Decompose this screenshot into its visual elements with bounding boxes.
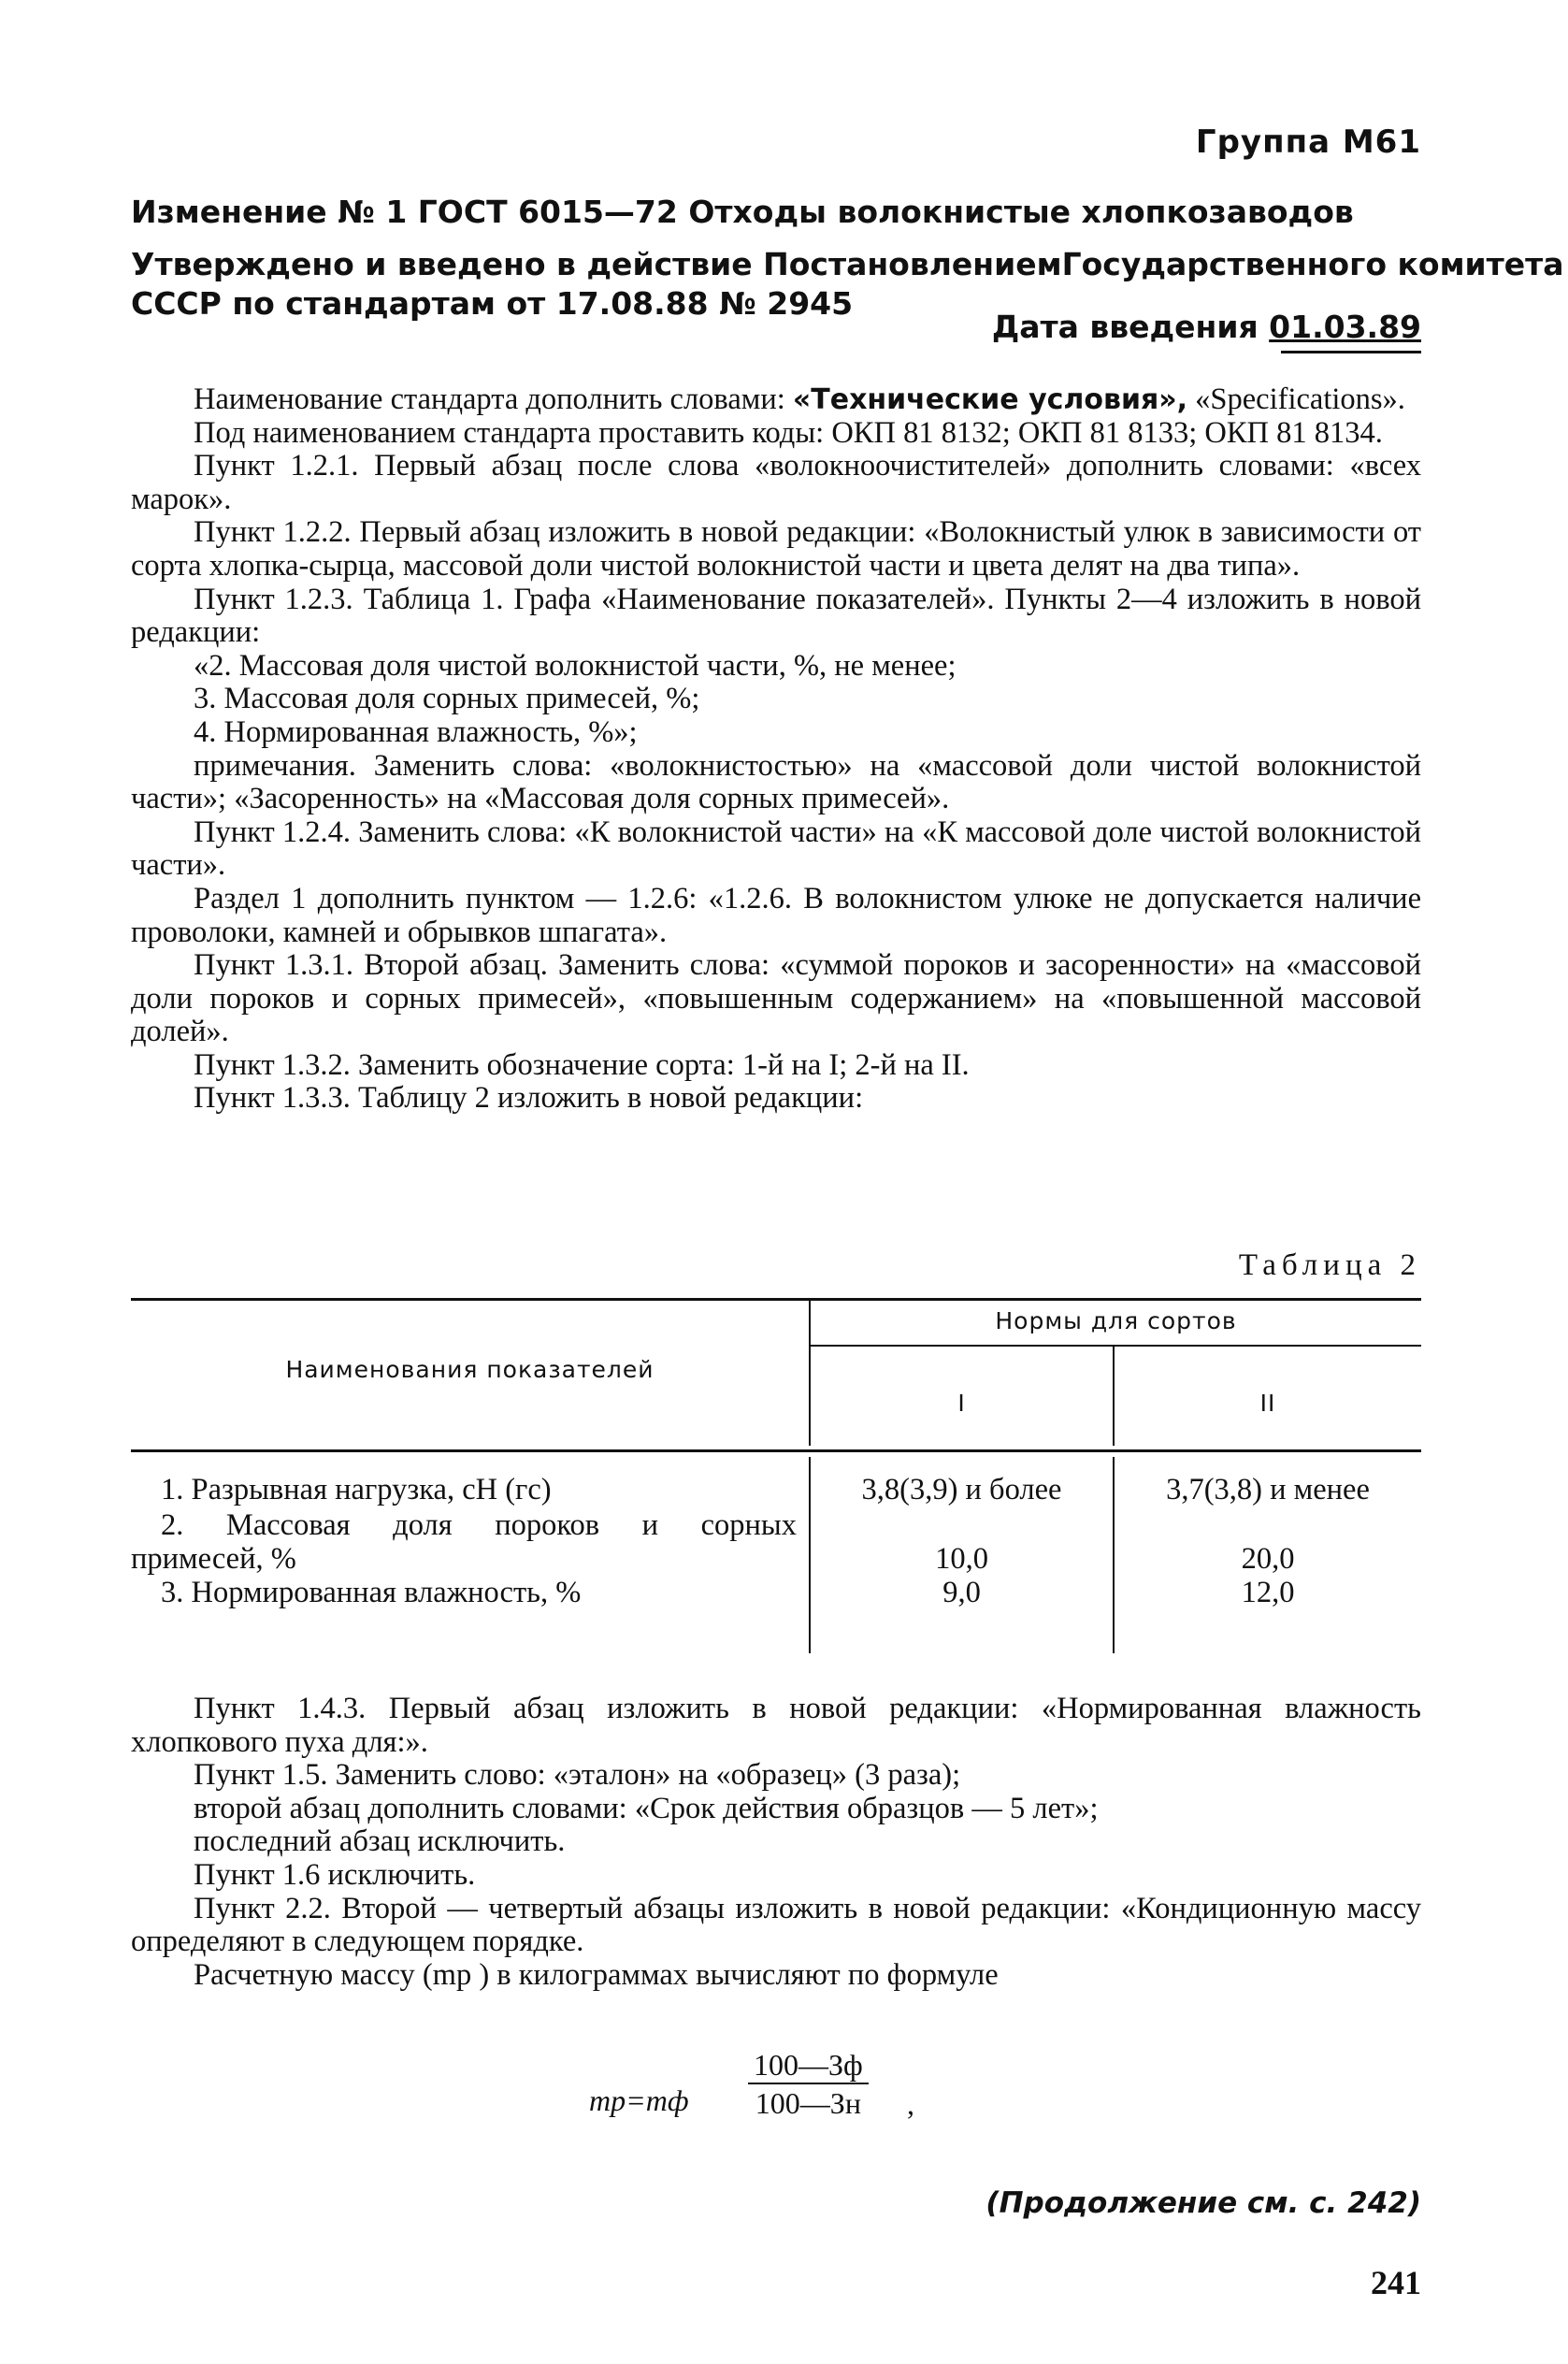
table-cell: 3,8(3,9) и более [861,1473,1062,1506]
table-header-grade-2: II [1259,1390,1276,1417]
norms-table [131,1298,1421,1672]
table-row-name: 1. Разрывная нагрузка, сН (гс) [161,1473,552,1506]
header-rule [1281,351,1421,353]
paragraph: Пункт 1.3.3. Таблицу 2 изложить в новой редакции: [194,1081,864,1116]
formula-comma: , [907,2087,914,2121]
table-header-rule [131,1449,1421,1452]
table-header-name: Наименования показателей [285,1356,655,1383]
table-top-rule [131,1298,1421,1301]
table-cell: 3,7(3,8) и менее [1166,1473,1370,1506]
paragraph: Пункт 1.2.1. Первый абзац после слова «волокноочистителей» дополнить словами: «всех марок». [131,449,1421,516]
table-header-grade-1: I [957,1390,966,1417]
table-row-name: 3. Нормированная влажность, % [161,1576,582,1609]
paragraph: Пункт 1.2.3. Таблица 1. Графа «Наименование показателей». Пункты 2—4 изложить в новой редакции: [131,582,1421,650]
mass-formula [589,2048,982,2151]
paragraph: Расчетную массу (mр ) в килограммах вычисляют по формуле [194,1957,999,1992]
table-subheader-rule [811,1345,1421,1347]
table-header-group: Нормы для сортов [995,1307,1237,1334]
paragraph: «2. Массовая доля чистой волокнистой части, %, не менее; [194,648,957,683]
approval-line-right: Государственного комитета [1061,246,1564,282]
formula-numerator: 100—Зф [748,2048,869,2084]
approval-line-2: СССР по стандартам от 17.08.88 № 2945 [131,285,854,322]
table-cell: 9,0 [942,1576,981,1609]
table-row-name-cont: примесей, % [131,1542,296,1576]
table-cell: 20,0 [1241,1542,1295,1576]
paragraph: 3. Массовая доля сорных примесей, %; [194,682,700,716]
table-row-name: 2. Массовая доля пороков и сорных [161,1508,797,1542]
continuation-note: (Продолжение см. с. 242) [985,2186,1421,2220]
approval-line-left: Утверждено и введено в действие Постановлением [131,246,1062,282]
paragraph: примечания. Заменить слова: «волокнистостью» на «массовой доли чистой волокнистой части»; «Засоренность» на «Массовая доля сорных примесей». [131,748,1421,816]
paragraph: Пункт 1.2.4. Заменить слова: «К волокнистой части» на «К массовой доле чистой волокнистой части». [131,814,1421,883]
formula-fraction [748,2048,869,2121]
paragraph: Пункт 1.6 исключить. [194,1857,476,1892]
paragraph: второй абзац дополнить словами: «Срок действия образцов — 5 лет»; [194,1791,1099,1825]
amendment-text [131,383,1421,1116]
paragraph: Пункт 1.5. Заменить слово: «эталон» на «образец» (3 раза); [194,1758,961,1793]
table-caption: Таблица 2 [1238,1248,1421,1282]
paragraph: Пункт 1.4.3. Первый абзац изложить в новой редакции: «Нормированная влажность хлопкового пуха для:». [131,1692,1421,1759]
formula-denominator: 100—Зн [755,2086,861,2120]
group-code: Группа М61 [1195,123,1421,161]
paragraph: Пункт 1.2.2. Первый абзац изложить в новой редакции: «Волокнистый улюк в зависимости от сорта хлопка-сырца, массовой доли чистой волокнистой части и цвета делят на два типа». [131,515,1421,583]
paragraph: Раздел 1 дополнить пунктом — 1.2.6: «1.2.6. В волокнистом улюке не допускается наличие проволоки, камней и обрывков шпагата». [131,881,1421,949]
document-page [131,0,1564,2364]
table-cell: 10,0 [935,1542,988,1576]
paragraph: Под наименованием стандарта проставить коды: ОКП 81 8132; ОКП 81 8133; ОКП 81 8134. [194,415,1383,450]
document-title: Изменение № 1 ГОСТ 6015—72 Отходы волокнистые хлопкозаводов [131,194,1354,230]
introduction-date [992,309,1421,345]
paragraph: Наименование стандарта дополнить словами: «Технические условия», «Specifications». [194,382,1405,416]
amendment-text-continued [131,1693,1421,1992]
introduction-date-label: Дата введения [991,309,1259,345]
paragraph: Пункт 1.3.1. Второй абзац. Заменить слова: «суммой пороков и засоренности» на «массовой доли пороков и сорных примесей», «повышенным содержанием» на «повышенной массовой долей». [131,948,1421,1049]
paragraph: Пункт 2.2. Второй — четвертый абзацы изложить в новой редакции: «Кондиционную массу определяют в следующем порядке. [131,1891,1421,1959]
page-number: 241 [1371,2264,1421,2301]
paragraph: последний абзац исключить. [194,1824,566,1859]
formula-lhs: mр=mф [589,2083,689,2117]
table-cell: 12,0 [1241,1576,1295,1609]
introduction-date-value: 01.03.89 [1269,309,1421,345]
paragraph: Пункт 1.3.2. Заменить обозначение сорта: 1-й на I; 2-й на II. [194,1047,970,1082]
paragraph: 4. Нормированная влажность, %»; [194,714,638,749]
